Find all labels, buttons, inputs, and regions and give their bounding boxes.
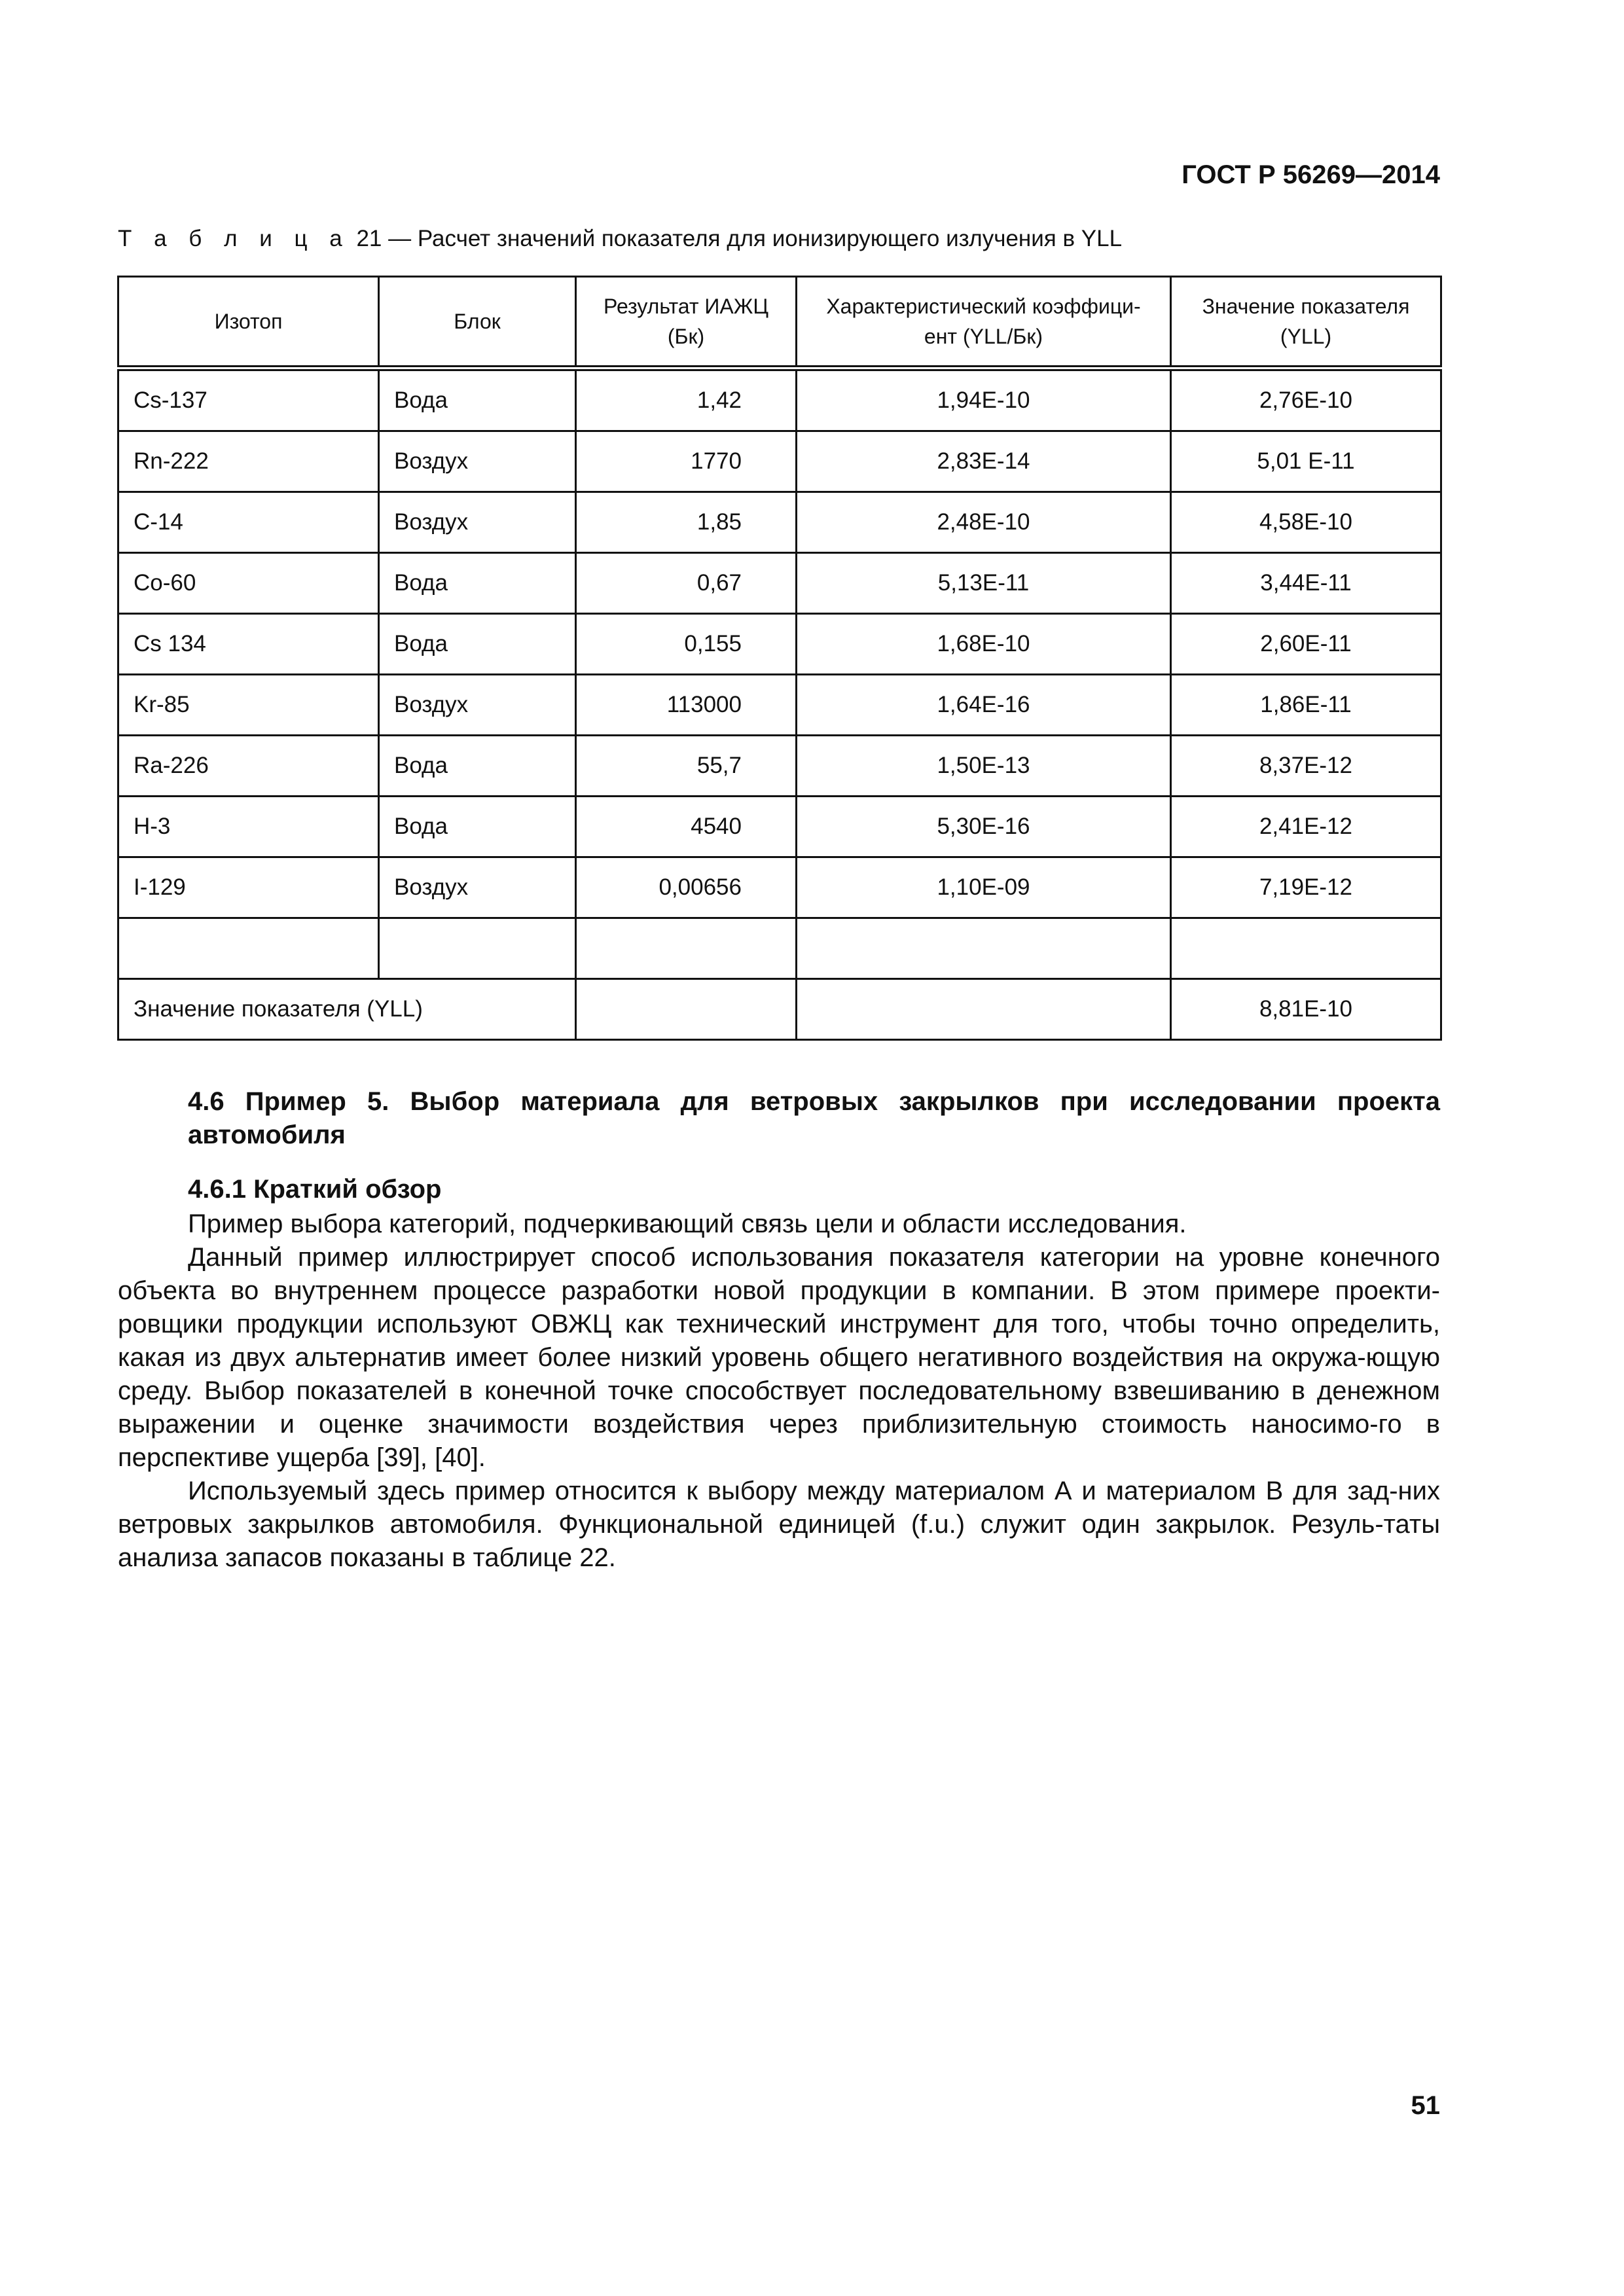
isotope-cell: Ra-226 [118,736,379,797]
coefficient-cell: 5,13E-11 [797,553,1171,614]
coefficient-cell: 1,10E-09 [797,857,1171,918]
paragraph: Данный пример иллюстрирует способ использования показателя категории на уровне конечного объекта во внутреннем процессе разработки новой продукции в компании. В этом примере проекти-ровщики продукции используют ОВЖЦ как технический инструмент для того, чтобы точно определить, какая из двух альтернатив имеет более низкий уровень общего негативного воздействия на окружа-ющую среду. Выбор показателей в конечной точке способствует последовательному взвешиванию в денежном выражении и оценке значимости воздействия через приблизительную стоимость наносимо-го в перспективе ущерба [39], [40]. [118,1243,1440,1472]
isotope-cell: Cs 134 [118,614,379,675]
value-cell: 7,19E-12 [1171,857,1441,918]
coefficient-cell: 1,50E-13 [797,736,1171,797]
result-cell [576,918,797,979]
isotope-cell: I-129 [118,857,379,918]
block-cell: Воздух [379,492,576,553]
block-cell: Воздух [379,857,576,918]
coefficient-cell: 1,64E-16 [797,675,1171,736]
page-number: 51 [1411,2091,1440,2120]
block-cell: Вода [379,614,576,675]
value-cell: 1,86E-11 [1171,675,1441,736]
total-value: 8,81E-10 [1171,979,1441,1040]
isotope-cell: H-3 [118,797,379,857]
value-cell [1171,918,1441,979]
result-cell: 0,67 [576,553,797,614]
result-cell: 113000 [576,675,797,736]
table-header-row [118,277,1441,368]
paragraph: Используемый здесь пример относится к выбору между материалом А и материалом В для зад-них ветровых закрылков автомобиля. Функциональной единицей (f.u.) служит один закрылок. Резуль-таты анализа запасов показаны в таблице 22. [118,1477,1440,1572]
section-heading: 4.6 Пример 5. Выбор материала для ветровых закрылков при исследовании проекта автомобиля [188,1087,1440,1149]
isotope-cell: C-14 [118,492,379,553]
isotope-table [117,276,1442,1041]
total-empty-cell [797,979,1171,1040]
table-total-row [118,979,1441,1040]
value-cell: 3,44E-11 [1171,553,1441,614]
table-row [118,675,1441,736]
value-cell: 8,37E-12 [1171,736,1441,797]
block-cell: Вода [379,797,576,857]
value-cell: 2,41E-12 [1171,797,1441,857]
body-text [118,1208,1440,1575]
value-cell: 2,76E-10 [1171,368,1441,431]
coefficient-cell: 2,83E-14 [797,431,1171,492]
value-cell: 4,58E-10 [1171,492,1441,553]
coefficient-cell [797,918,1171,979]
block-cell: Вода [379,368,576,431]
column-header-isotope: Изотоп [118,277,379,368]
table-row [118,368,1441,431]
block-cell: Вода [379,553,576,614]
total-label: Значение показателя (YLL) [118,979,576,1040]
result-cell: 4540 [576,797,797,857]
coefficient-cell: 1,68E-10 [797,614,1171,675]
table-row [118,553,1441,614]
table-caption [118,226,1122,252]
block-cell [379,918,576,979]
table-caption-label: Т а б л и ц а [118,226,350,251]
column-header-coefficient: Характеристический коэффици-ент (YLL/Бк) [797,277,1171,368]
block-cell: Воздух [379,431,576,492]
table-row [118,492,1441,553]
isotope-cell: Kr-85 [118,675,379,736]
isotope-cell: Co-60 [118,553,379,614]
result-cell: 0,155 [576,614,797,675]
table-row [118,918,1441,979]
table-row [118,614,1441,675]
total-empty-cell [576,979,797,1040]
block-cell: Воздух [379,675,576,736]
table-row [118,736,1441,797]
isotope-cell: Rn-222 [118,431,379,492]
document-header: ГОСТ Р 56269—2014 [1182,160,1440,189]
table-row [118,797,1441,857]
isotope-cell [118,918,379,979]
subsection-heading: 4.6.1 Краткий обзор [188,1175,442,1204]
coefficient-cell: 1,94E-10 [797,368,1171,431]
table-caption-number: 21 [356,226,382,251]
coefficient-cell: 5,30E-16 [797,797,1171,857]
result-cell: 55,7 [576,736,797,797]
column-header-value: Значение показателя (YLL) [1171,277,1441,368]
table-caption-text: — Расчет значений показателя для ионизирующего излучения в YLL [388,226,1123,251]
value-cell: 5,01 E-11 [1171,431,1441,492]
column-header-block: Блок [379,277,576,368]
block-cell: Вода [379,736,576,797]
table-row [118,431,1441,492]
value-cell: 2,60E-11 [1171,614,1441,675]
result-cell: 1770 [576,431,797,492]
coefficient-cell: 2,48E-10 [797,492,1171,553]
table-row [118,857,1441,918]
result-cell: 1,42 [576,368,797,431]
paragraph: Пример выбора категорий, подчеркивающий связь цели и области исследования. [188,1210,1187,1238]
isotope-cell: Cs-137 [118,368,379,431]
column-header-result: Результат ИАЖЦ (Бк) [576,277,797,368]
result-cell: 1,85 [576,492,797,553]
result-cell: 0,00656 [576,857,797,918]
